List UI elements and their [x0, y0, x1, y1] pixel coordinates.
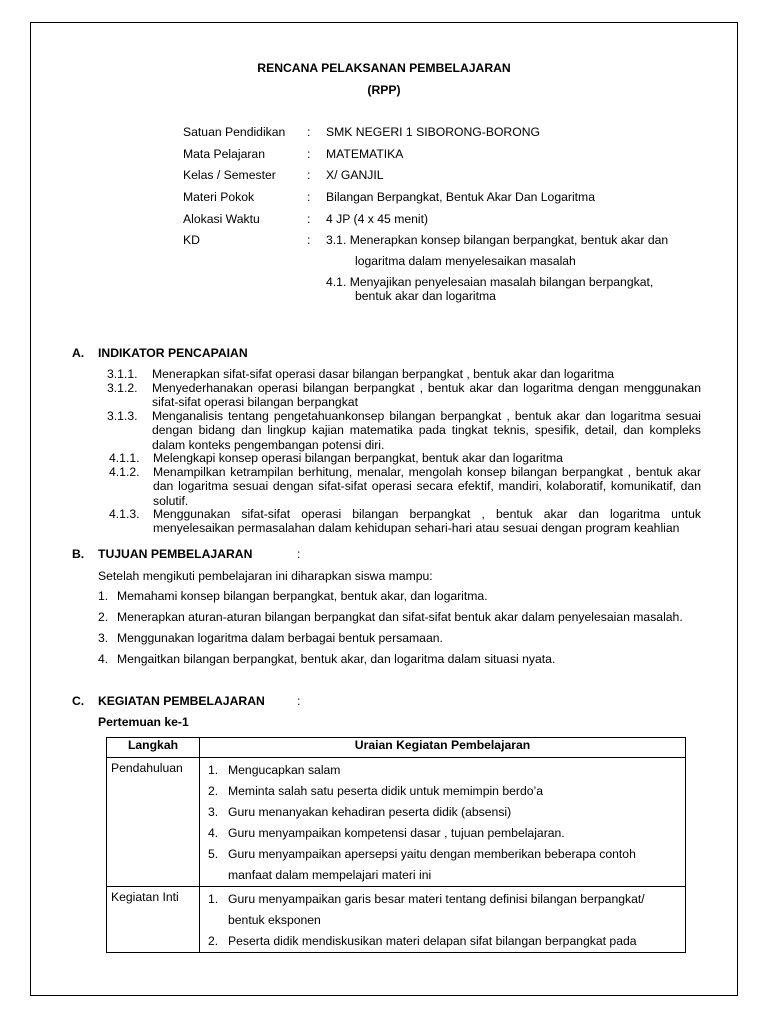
list-item — [208, 760, 685, 781]
kd-continuation: logaritma dalam menyelesaikan masalah — [355, 254, 576, 268]
list-text: Guru menyampaikan kompetensi dasar , tujuan pembelajaran. — [228, 826, 565, 840]
identity-label: Mata Pelajaran — [183, 147, 265, 161]
identity-value: X/ GANJIL — [326, 168, 384, 182]
list-number: 1. — [208, 763, 219, 777]
description-cell — [200, 887, 686, 953]
identity-colon: : — [307, 147, 311, 161]
document-title: RENCANA PELAKSANAN PEMBELAJARAN — [257, 61, 511, 75]
list-number: 3. — [208, 805, 219, 819]
column-header-step: Langkah — [107, 738, 200, 758]
list-number: 4. — [208, 826, 219, 840]
section-letter: A. — [72, 346, 85, 360]
meeting-label: Pertemuan ke-1 — [98, 715, 189, 729]
indicator-text: Menampilkan ketrampilan berhitung, menalar, mengolah konsep bilangan berpangkat , bentuk akar dan logaritma sesuai dengan sifat-sifat operasi secara efektif, mandiri, kolaboratif, komunikatif, dan solutif. — [153, 465, 701, 508]
identity-colon: : — [307, 190, 311, 204]
objective-number: 3. — [98, 631, 109, 645]
list-text: Meminta salah satu peserta didik untuk memimpin berdo’a — [228, 784, 544, 798]
list-item — [208, 889, 685, 931]
table-row — [107, 758, 686, 887]
objective-intro: Setelah mengikuti pembelajaran ini diharapkan siswa mampu: — [98, 569, 433, 583]
column-header-description: Uraian Kegiatan Pembelajaran — [200, 738, 686, 758]
indicator-number: 3.1.3. — [107, 409, 138, 423]
indicator-number: 4.1.2. — [109, 465, 140, 479]
identity-value: 4 JP (4 x 45 menit) — [326, 212, 429, 226]
identity-label: Kelas / Semester — [183, 168, 276, 182]
list-number: 1. — [208, 892, 219, 906]
identity-label: KD — [183, 233, 200, 247]
objective-text: Menerapkan aturan-aturan bilangan berpangkat dan sifat-sifat bentuk akar dalam penyelesaian masalah. — [117, 610, 683, 624]
objective-text: Memahami konsep bilangan berpangkat, bentuk akar, dan logaritma. — [117, 589, 488, 603]
objective-number: 2. — [98, 610, 109, 624]
identity-value: 3.1. Menerapkan konsep bilangan berpangkat, bentuk akar dan — [326, 233, 669, 247]
section-colon: : — [297, 694, 301, 708]
identity-colon: : — [307, 125, 311, 139]
list-text: Guru menyampaikan garis besar materi tentang definisi bilangan berpangkat/ bentuk eksponen — [228, 892, 645, 927]
list-text: Mengucapkan salam — [228, 763, 341, 777]
identity-colon: : — [307, 168, 311, 182]
indicator-number: 4.1.3. — [109, 507, 140, 521]
indicator-text: Menggunakan sifat-sifat operasi bilangan berpangkat , bentuk akar dan logaritma untuk menyelesaikan permasalahan dalam kehidupan sehari-hari atau sesuai dengan program keahlian — [153, 507, 701, 536]
list-item — [208, 844, 685, 886]
identity-label: Materi Pokok — [183, 190, 255, 204]
objective-number: 1. — [98, 589, 109, 603]
identity-value: Bilangan Berpangkat, Bentuk Akar Dan Logaritma — [326, 190, 595, 204]
list-number: 5. — [208, 847, 219, 861]
kd-continuation: bentuk akar dan logaritma — [355, 289, 496, 303]
identity-value: SMK NEGERI 1 SIBORONG-BORONG — [326, 125, 540, 139]
list-item — [208, 781, 685, 802]
list-text: Peserta didik mendiskusikan materi delapan sifat bilangan berpangkat pada — [228, 934, 637, 948]
objective-text: Menggunakan logaritma dalam berbagai bentuk persamaan. — [117, 631, 443, 645]
list-number: 2. — [208, 784, 219, 798]
section-letter: C. — [72, 694, 85, 708]
indicator-number: 4.1.1. — [109, 451, 140, 465]
section-letter: B. — [72, 547, 85, 561]
identity-value: MATEMATIKA — [326, 147, 404, 161]
list-item — [208, 823, 685, 844]
identity-label: Satuan Pendidikan — [183, 125, 286, 139]
indicator-number: 3.1.2. — [107, 381, 138, 395]
document-subtitle: (RPP) — [367, 83, 401, 97]
section-heading: TUJUAN PEMBELAJARAN — [98, 547, 253, 561]
indicator-text: Menerapkan sifat-sifat operasi dasar bilangan berpangkat , bentuk akar dan logaritma — [152, 367, 615, 381]
identity-label: Alokasi Waktu — [183, 212, 260, 226]
objective-text: Mengaitkan bilangan berpangkat, bentuk akar, dan logaritma dalam situasi nyata. — [117, 652, 556, 666]
list-item — [208, 802, 685, 823]
identity-colon: : — [307, 212, 311, 226]
identity-colon: : — [307, 233, 311, 247]
indicator-text: Melengkapi konsep operasi bilangan berpangkat, bentuk akar dan logaritma — [153, 451, 563, 465]
step-cell: Kegiatan Inti — [107, 887, 200, 953]
list-text: Guru menyampaikan apersepsi yaitu dengan memberikan beberapa contoh manfaat dalam mempelajari materi ini — [228, 847, 636, 882]
list-text: Guru menanyakan kehadiran peserta didik (absensi) — [228, 805, 512, 819]
section-heading: KEGIATAN PEMBELAJARAN — [98, 694, 265, 708]
section-heading: INDIKATOR PENCAPAIAN — [98, 346, 248, 360]
list-number: 2. — [208, 934, 219, 948]
kd-item: 4.1. Menyajikan penyelesaian masalah bilangan berpangkat, — [326, 275, 654, 289]
indicator-text: Menganalisis tentang pengetahuankonsep bilangan berpangkat , bentuk akar dan logaritma sesuai dengan bidang dan lingkup kajian matematika pada tingkat teknis, spesifik, detail, dan kompleks dalam konteks pengembangan potensi diri. — [152, 409, 701, 452]
activity-table — [106, 737, 686, 953]
section-colon: : — [297, 547, 301, 561]
list-item — [208, 931, 685, 952]
table-row — [107, 887, 686, 953]
description-cell — [200, 758, 686, 887]
objective-number: 4. — [98, 652, 109, 666]
indicator-number: 3.1.1. — [107, 367, 138, 381]
table-header-row — [107, 738, 686, 758]
step-cell: Pendahuluan — [107, 758, 200, 887]
indicator-text: Menyederhanakan operasi bilangan berpangkat , bentuk akar dan logaritma dengan menggunakan sifat-sifat operasi bilangan berpangkat — [152, 381, 701, 410]
